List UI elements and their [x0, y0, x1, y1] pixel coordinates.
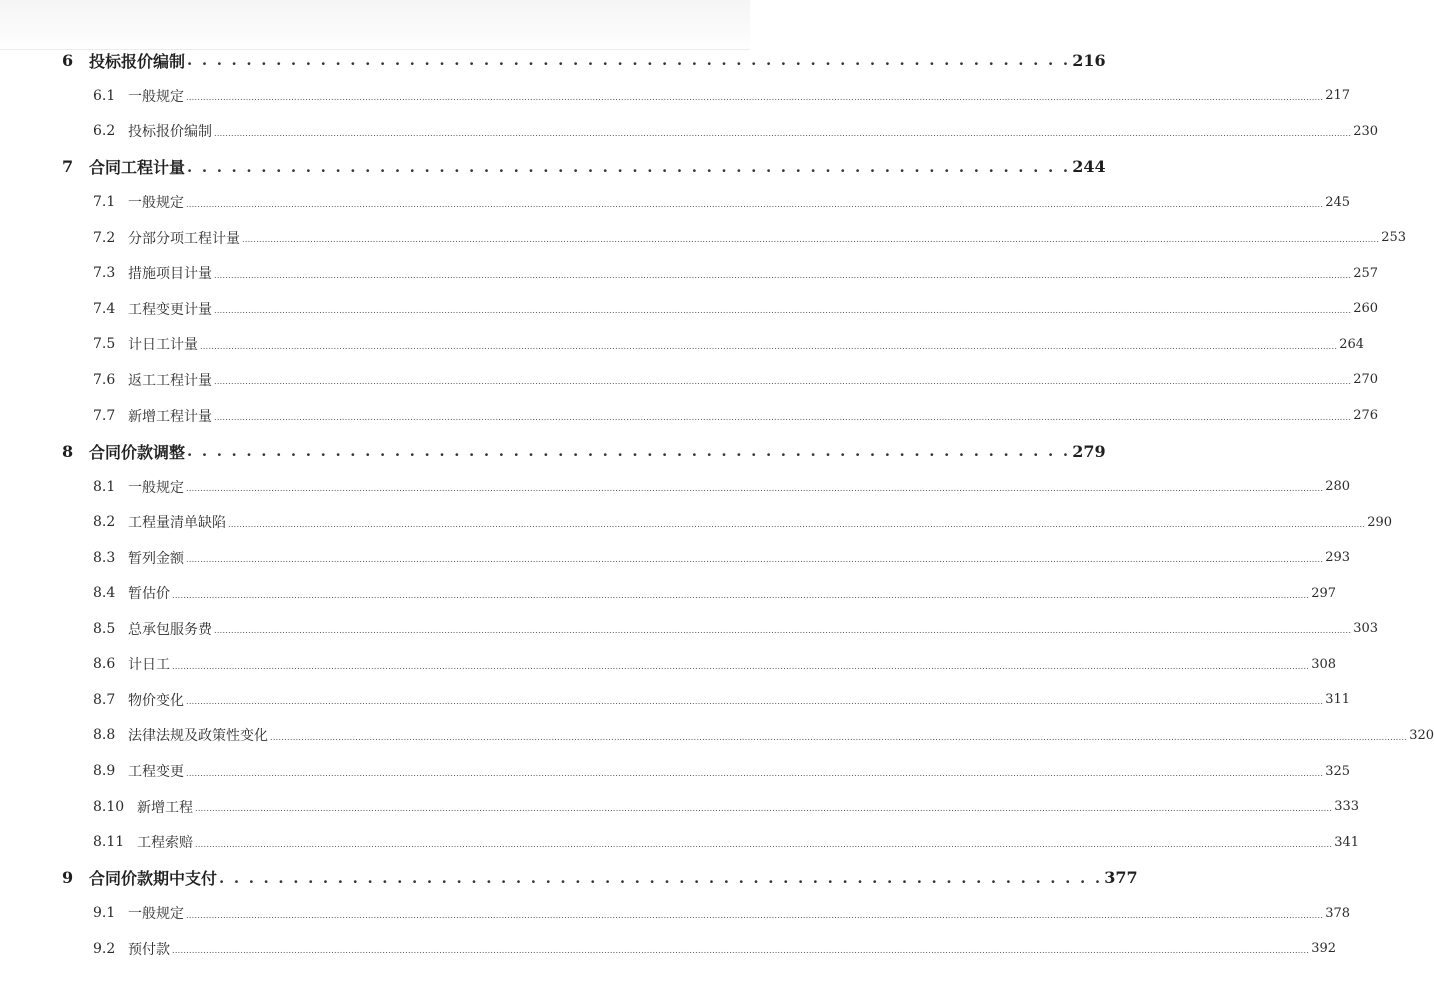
toc-entry-page-number: 230	[1353, 123, 1379, 139]
toc-chapter-entry[interactable]	[62, 860, 1138, 896]
toc-entry-page-number: 320	[1409, 727, 1434, 743]
toc-entry-number: 8	[62, 441, 74, 461]
toc-section-entry[interactable]	[93, 504, 1393, 540]
toc-dot-leader: ................................................................................................................................................................................................................................................................................................................................................................................................................	[186, 484, 1324, 494]
toc-section-entry[interactable]	[93, 931, 1337, 967]
toc-entry-title: 工程索赔	[137, 835, 193, 852]
toc-entry-title: 计日工	[128, 657, 170, 674]
toc-entry-page-number: 264	[1339, 336, 1365, 352]
toc-section-entry[interactable]	[93, 113, 1379, 149]
toc-entry-number: 8.4	[93, 585, 116, 602]
toc-entry-title: 预付款	[128, 941, 170, 958]
toc-entry-page-number: 297	[1311, 585, 1337, 601]
toc-dot-leader: ................................................................................................................................................................................................................................................................................................................................................................................................................	[186, 910, 1324, 920]
toc-entry-number: 8.9	[93, 763, 116, 779]
toc-entry-number: 7.3	[93, 265, 116, 282]
toc-entry-page-number: 260	[1353, 301, 1379, 317]
toc-entry-number: 8.5	[93, 620, 116, 637]
toc-section-entry[interactable]	[93, 291, 1379, 327]
toc-entry-page-number: 253	[1381, 230, 1407, 246]
toc-dot-leader: ................................................................................................................................................................................................................................................................................................................................................................................................................	[200, 341, 1338, 351]
toc-section-entry[interactable]	[93, 895, 1351, 931]
toc-entry-page-number: 245	[1325, 194, 1351, 210]
toc-dot-leader: . . . . . . . . . . . . . . . . . . . . . . . . . . . . . . . . . . . . . . . . . . . . . . . . . . . . . . . . . . . .	[187, 442, 1071, 461]
toc-section-entry[interactable]	[93, 540, 1351, 576]
toc-dot-leader: ................................................................................................................................................................................................................................................................................................................................................................................................................	[195, 839, 1333, 849]
toc-dot-leader: ................................................................................................................................................................................................................................................................................................................................................................................................................	[228, 519, 1366, 529]
toc-section-entry[interactable]	[93, 682, 1351, 718]
toc-entry-title: 总承包服务费	[128, 621, 212, 638]
toc-entry-title: 合同工程计量	[89, 158, 186, 178]
toc-entry-page-number: 392	[1311, 941, 1337, 957]
toc-entry-title: 法律法规及政策性变化	[128, 728, 268, 745]
toc-entry-number: 8.8	[93, 727, 116, 744]
toc-entry-number: 7.6	[93, 371, 116, 388]
toc-entry-number: 6.2	[93, 123, 116, 140]
toc-entry-number: 7.1	[93, 194, 116, 211]
toc-section-entry[interactable]	[93, 326, 1365, 362]
toc-section-entry[interactable]	[93, 753, 1351, 789]
toc-entry-page-number: 270	[1353, 372, 1379, 388]
toc-dot-leader: ................................................................................................................................................................................................................................................................................................................................................................................................................	[186, 768, 1324, 778]
toc-entry-title: 合同价款调整	[89, 442, 186, 462]
toc-entry-number: 8.2	[93, 514, 116, 531]
toc-entry-title: 暂估价	[128, 586, 170, 603]
toc-dot-leader: . . . . . . . . . . . . . . . . . . . . . . . . . . . . . . . . . . . . . . . . . . . . . . . . . . . . . . . . . . . .	[187, 157, 1071, 176]
toc-section-entry[interactable]	[93, 824, 1360, 860]
toc-section-entry[interactable]	[93, 611, 1379, 647]
toc-entry-number: 9	[62, 868, 74, 888]
toc-entry-page-number: 280	[1325, 479, 1351, 495]
toc-entry-page-number: 290	[1367, 514, 1393, 530]
toc-section-entry[interactable]	[93, 255, 1379, 291]
toc-entry-title: 新增工程计量	[128, 408, 212, 425]
toc-entry-page-number: 303	[1353, 621, 1379, 637]
toc-entry-title: 工程量清单缺陷	[128, 515, 226, 532]
toc-dot-leader: ................................................................................................................................................................................................................................................................................................................................................................................................................	[172, 661, 1310, 671]
toc-entry-number: 8.6	[93, 656, 116, 673]
toc-entry-page-number: 244	[1072, 157, 1106, 177]
toc-entry-page-number: 276	[1353, 408, 1379, 423]
toc-entry-title: 工程变更计量	[128, 301, 212, 318]
toc-dot-leader: ................................................................................................................................................................................................................................................................................................................................................................................................................	[195, 804, 1333, 814]
toc-section-entry[interactable]	[93, 78, 1351, 114]
toc-entry-page-number: 341	[1334, 834, 1360, 850]
toc-entry-page-number: 308	[1311, 656, 1337, 672]
toc-entry-page-number: 325	[1325, 763, 1351, 779]
toc-chapter-entry[interactable]	[62, 149, 1106, 185]
toc-entry-page-number: 333	[1334, 799, 1360, 815]
toc-section-entry[interactable]	[93, 184, 1351, 220]
toc-entry-title: 措施项目计量	[128, 266, 212, 283]
toc-section-entry[interactable]	[93, 646, 1337, 682]
toc-dot-leader: ................................................................................................................................................................................................................................................................................................................................................................................................................	[186, 555, 1324, 565]
toc-entry-title: 合同价款期中支付	[89, 869, 218, 889]
toc-entry-number: 7.7	[93, 407, 116, 424]
toc-entry-page-number: 377	[1104, 868, 1138, 888]
toc-entry-title: 计日工计量	[128, 337, 198, 354]
toc-dot-leader: ................................................................................................................................................................................................................................................................................................................................................................................................................	[172, 590, 1310, 600]
toc-entry-title: 物价变化	[128, 692, 184, 709]
toc-entry-number: 8.10	[93, 798, 125, 815]
toc-entry-page-number: 279	[1072, 441, 1106, 461]
toc-dot-leader: ................................................................................................................................................................................................................................................................................................................................................................................................................	[214, 128, 1352, 138]
toc-dot-leader: ................................................................................................................................................................................................................................................................................................................................................................................................................	[214, 626, 1352, 636]
toc-entry-number: 7.4	[93, 300, 116, 317]
toc-entry-title: 一般规定	[128, 479, 184, 496]
toc-entry-page-number: 216	[1072, 50, 1106, 70]
toc-dot-leader: ................................................................................................................................................................................................................................................................................................................................................................................................................	[186, 93, 1324, 103]
toc-entry-title: 一般规定	[128, 88, 184, 105]
toc-entry-number: 8.3	[93, 549, 116, 566]
toc-entry-page-number: 311	[1325, 692, 1351, 708]
toc-entry-number: 8.11	[93, 834, 125, 851]
toc-entry-title: 工程变更	[128, 764, 184, 780]
toc-entry-number: 7.5	[93, 336, 116, 353]
toc-section-entry[interactable]	[93, 469, 1351, 505]
toc-dot-leader: . . . . . . . . . . . . . . . . . . . . . . . . . . . . . . . . . . . . . . . . . . . . . . . . . . . . . . . . . . . .	[219, 868, 1103, 887]
toc-section-entry[interactable]	[93, 220, 1407, 256]
toc-entry-number: 9.1	[93, 905, 116, 922]
toc-entry-number: 7.2	[93, 229, 116, 246]
toc-entry-title: 新增工程	[137, 799, 193, 816]
toc-entry-title: 投标报价编制	[89, 51, 186, 71]
toc-chapter-entry[interactable]	[62, 42, 1106, 78]
toc-entry-page-number: 378	[1325, 905, 1351, 921]
toc-entry-number: 6	[62, 50, 74, 70]
toc-dot-leader: ................................................................................................................................................................................................................................................................................................................................................................................................................	[214, 306, 1352, 316]
toc-dot-leader: ................................................................................................................................................................................................................................................................................................................................................................................................................	[242, 235, 1380, 245]
toc-section-entry[interactable]	[93, 789, 1360, 825]
toc-entry-page-number: 217	[1325, 88, 1351, 104]
toc-entry-title: 投标报价编制	[128, 124, 212, 141]
toc-dot-leader: ................................................................................................................................................................................................................................................................................................................................................................................................................	[186, 697, 1324, 707]
toc-section-entry[interactable]	[93, 362, 1379, 398]
toc-dot-leader: . . . . . . . . . . . . . . . . . . . . . . . . . . . . . . . . . . . . . . . . . . . . . . . . . . . . . . . . . . . .	[187, 51, 1071, 69]
toc-dot-leader: ................................................................................................................................................................................................................................................................................................................................................................................................................	[186, 199, 1324, 209]
toc-dot-leader: ................................................................................................................................................................................................................................................................................................................................................................................................................	[270, 732, 1408, 742]
toc-dot-leader: ................................................................................................................................................................................................................................................................................................................................................................................................................	[172, 946, 1310, 956]
toc-entry-title: 暂列金额	[128, 550, 184, 567]
toc-section-entry[interactable]	[93, 575, 1337, 611]
toc-entry-title: 返工工程计量	[128, 372, 212, 389]
toc-entry-number: 6.1	[93, 87, 116, 104]
toc-section-entry[interactable]	[93, 717, 1434, 753]
toc-dot-leader: ................................................................................................................................................................................................................................................................................................................................................................................................................	[214, 413, 1352, 422]
toc-dot-leader: ................................................................................................................................................................................................................................................................................................................................................................................................................	[214, 270, 1352, 280]
toc-entry-number: 9.2	[93, 940, 116, 957]
toc-entry-title: 分部分项工程计量	[128, 230, 240, 247]
toc-entry-number: 7	[62, 157, 74, 177]
toc-entry-page-number: 257	[1353, 265, 1379, 281]
toc-section-entry[interactable]	[93, 398, 1379, 434]
toc-entry-number: 8.7	[93, 691, 116, 708]
toc-entry-title: 一般规定	[128, 195, 184, 212]
toc-entry-title: 一般规定	[128, 906, 184, 923]
toc-entry-number: 8.1	[93, 478, 116, 495]
toc-entry-page-number: 293	[1325, 550, 1351, 566]
toc-dot-leader: ................................................................................................................................................................................................................................................................................................................................................................................................................	[214, 377, 1352, 387]
toc-chapter-entry[interactable]	[62, 433, 1106, 469]
